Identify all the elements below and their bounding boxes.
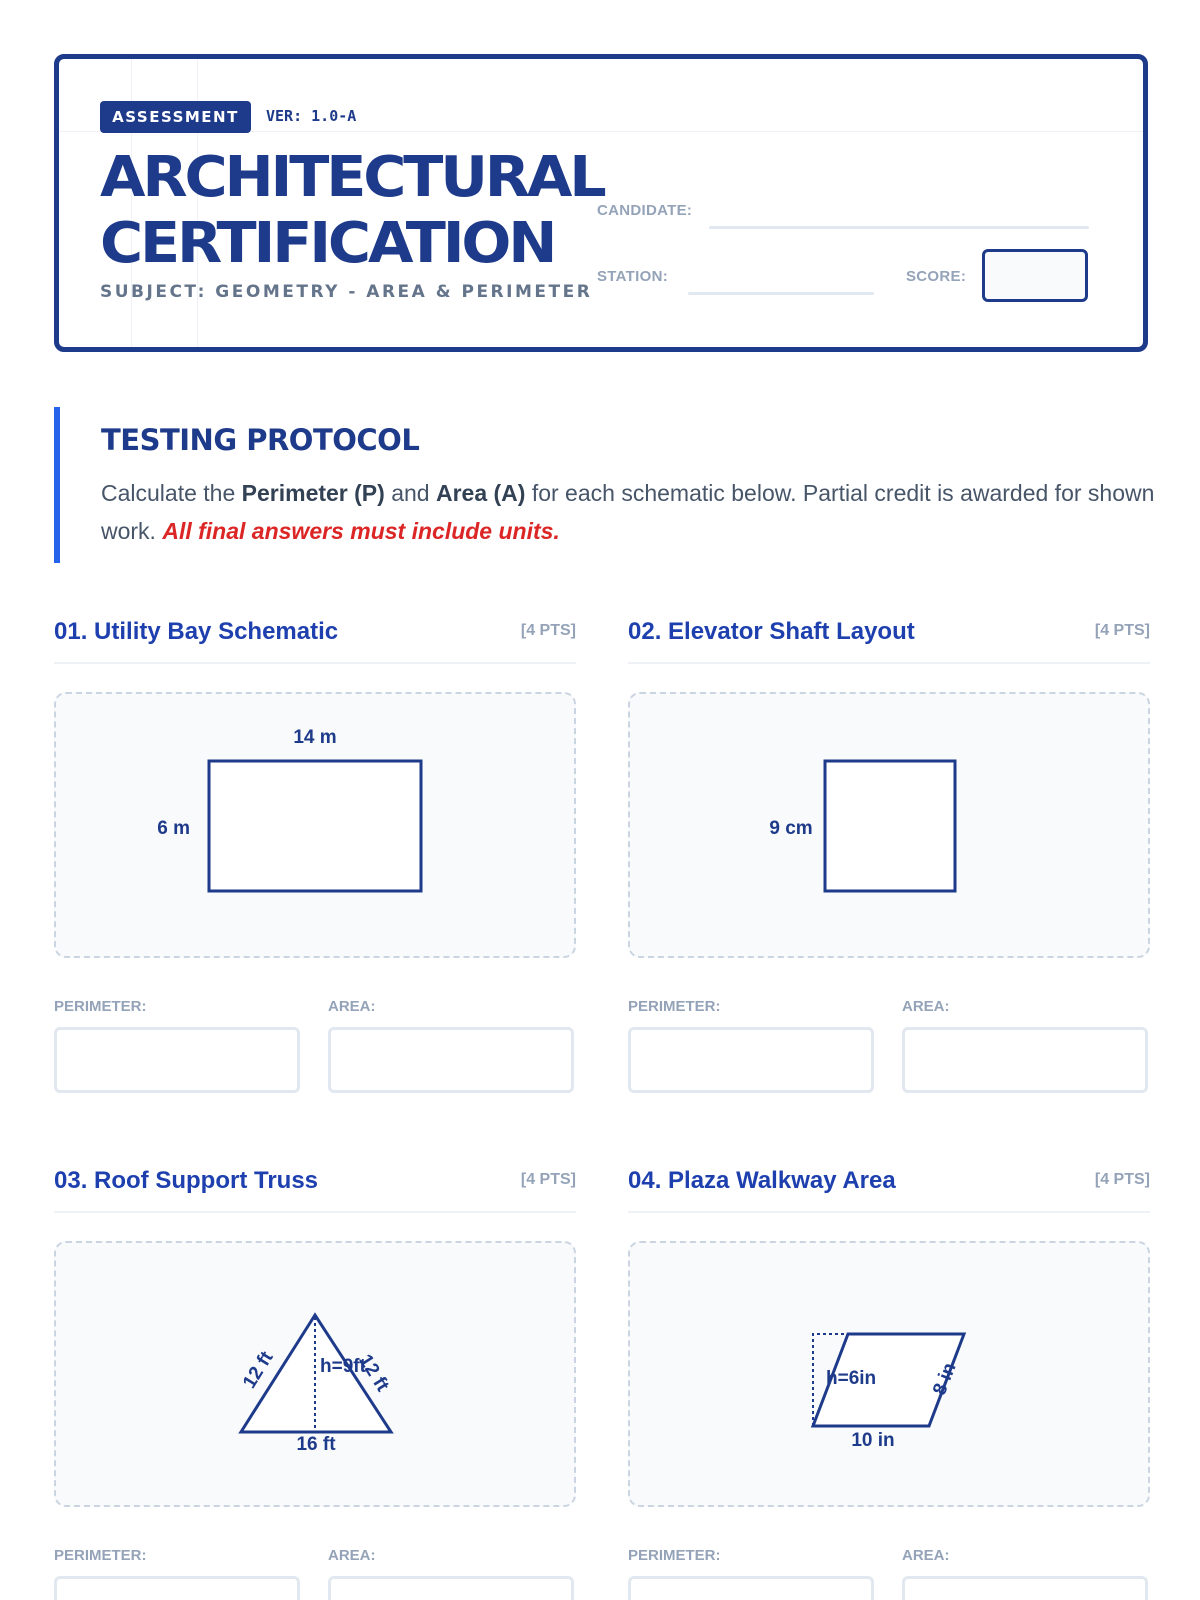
points-label: [4 PTS]	[1094, 622, 1150, 639]
points-label: [4 PTS]	[520, 622, 576, 639]
perimeter-label: PERIMETER:	[54, 998, 147, 1015]
candidate-field[interactable]	[709, 226, 1089, 229]
diagram-square	[628, 692, 1150, 958]
protocol-instructions	[101, 474, 1161, 550]
perimeter-label: PERIMETER:	[628, 1547, 721, 1564]
parallelogram-schematic	[630, 1243, 1152, 1509]
page-title	[100, 145, 646, 277]
problem-title: 01. Utility Bay Schematic	[54, 618, 339, 645]
problem-title: 04. Plaza Walkway Area	[628, 1167, 896, 1194]
problem-header	[628, 1155, 1150, 1213]
diagram-triangle	[54, 1241, 576, 1507]
candidate-label: CANDIDATE:	[597, 202, 693, 219]
problem-header	[54, 1155, 576, 1213]
area-answer-input[interactable]	[328, 1027, 574, 1093]
protocol-text-1: Calculate the	[101, 480, 242, 506]
problem-header	[628, 606, 1150, 664]
area-term: Area (A)	[435, 480, 526, 506]
height-dimension: 6 m	[157, 818, 190, 839]
subject-label: SUBJECT: GEOMETRY - AREA & PERIMETER	[100, 282, 593, 302]
area-label: AREA:	[902, 998, 950, 1015]
area-label: AREA:	[902, 1547, 950, 1564]
rectangle-shape	[209, 761, 421, 891]
base-dimension: 10 in	[851, 1430, 895, 1451]
perimeter-answer-input[interactable]	[628, 1027, 874, 1093]
title-line-2: CERTIFICATION	[100, 211, 555, 276]
base-dimension: 16 ft	[296, 1434, 336, 1455]
station-field[interactable]	[688, 292, 874, 295]
triangle-schematic	[56, 1243, 578, 1509]
area-answer-input[interactable]	[902, 1027, 1148, 1093]
protocol-accent-bar	[54, 407, 60, 563]
height-dimension: h=6in	[826, 1368, 877, 1389]
rectangle-schematic	[56, 694, 578, 960]
side-dimension: 9 cm	[769, 818, 813, 839]
points-label: [4 PTS]	[1094, 1171, 1150, 1188]
diagram-rectangle	[54, 692, 576, 958]
assessment-badge: ASSESSMENT	[100, 101, 251, 133]
area-label: AREA:	[328, 998, 376, 1015]
square-shape	[825, 761, 955, 891]
score-field[interactable]	[982, 249, 1088, 302]
units-warning: All final answers must include units.	[162, 518, 560, 544]
version-label: VER: 1.0-A	[266, 107, 357, 125]
height-dimension: h=9ft	[320, 1356, 366, 1377]
area-answer-input[interactable]	[902, 1576, 1148, 1600]
left-side-dimension: 12 ft	[239, 1347, 278, 1393]
area-answer-input[interactable]	[328, 1576, 574, 1600]
width-dimension: 14 m	[293, 727, 337, 748]
problem-title: 03. Roof Support Truss	[54, 1167, 319, 1194]
side-dimension: 8 in	[929, 1359, 961, 1399]
perimeter-answer-input[interactable]	[628, 1576, 874, 1600]
perimeter-answer-input[interactable]	[54, 1576, 300, 1600]
points-label: [4 PTS]	[520, 1171, 576, 1188]
protocol-text-3: for each schematic below. Partial credit is awarded for shown work.	[101, 480, 1155, 544]
title-line-1: ARCHITECTURAL	[100, 145, 604, 210]
perimeter-answer-input[interactable]	[54, 1027, 300, 1093]
perimeter-label: PERIMETER:	[628, 998, 721, 1015]
perimeter-label: PERIMETER:	[54, 1547, 147, 1564]
diagram-parallelogram	[628, 1241, 1150, 1507]
right-side-dimension: 12 ft	[354, 1350, 393, 1396]
perimeter-term: Perimeter (P)	[241, 480, 385, 506]
station-label: STATION:	[597, 268, 668, 285]
score-label: SCORE:	[906, 268, 967, 285]
problem-header	[54, 606, 576, 664]
header-card	[54, 54, 1148, 352]
protocol-text-2: and	[384, 480, 436, 506]
problem-title: 02. Elevator Shaft Layout	[628, 618, 915, 645]
square-schematic	[630, 694, 1152, 960]
protocol-title: TESTING PROTOCOL	[101, 423, 420, 457]
area-label: AREA:	[328, 1547, 376, 1564]
